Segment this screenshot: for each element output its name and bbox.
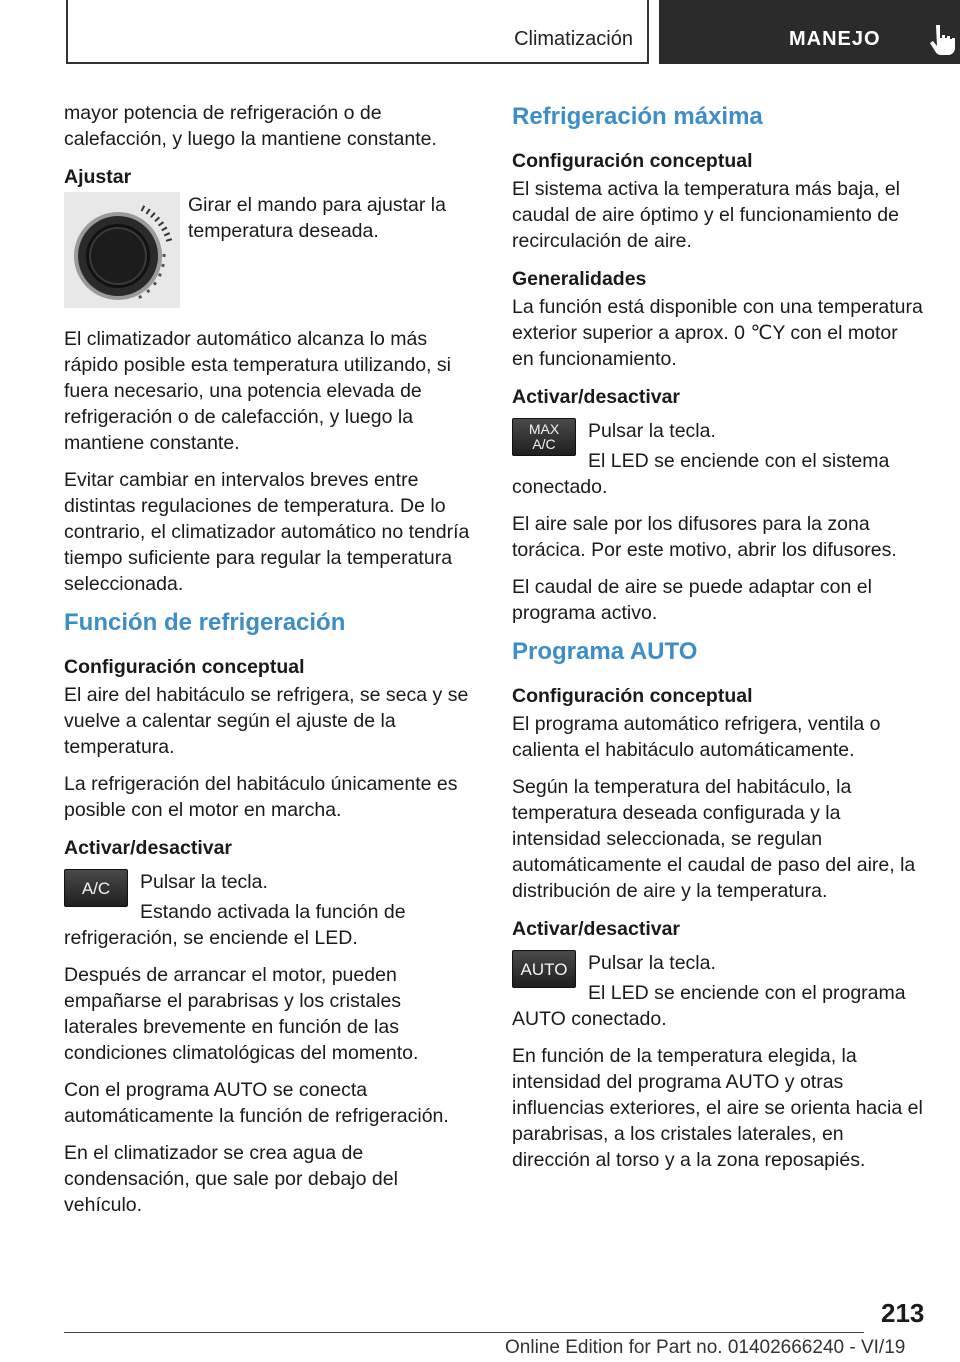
ajustar-heading: Ajustar	[64, 166, 132, 188]
press-key-text: Pulsar la tecla.	[140, 871, 268, 893]
auto-press-key-text: Pulsar la tecla.	[588, 952, 716, 974]
max-button-line-1: MAX	[528, 421, 560, 437]
cooling-section-title: Función de refrigeración	[64, 609, 346, 636]
left-column	[64, 100, 476, 1229]
auto-concept-heading: Configuración conceptual	[512, 685, 753, 707]
max-concept-text: El sistema activa la temperatura más baja, el caudal de aire óptimo y el funcionamiento de recirculación de aire.	[512, 178, 901, 252]
auto-led-text-content: El LED se enciende con el programa AUTO conectado.	[512, 982, 906, 1030]
ajustar-block	[64, 192, 476, 316]
pointing-hand-icon	[927, 22, 960, 56]
auto-activate-heading: Activar/desactivar	[512, 918, 681, 940]
concept-text-2: La refrigeración del habitáculo únicamente es posible con el motor en marcha.	[64, 773, 458, 821]
concept-heading: Configuración conceptual	[64, 656, 305, 678]
max-button-line-2: A/C	[532, 436, 556, 452]
chapter-tab-label: MANEJO	[789, 28, 881, 50]
general-heading: Generalidades	[512, 268, 647, 290]
right-column	[512, 100, 924, 1184]
paragraph-2: Evitar cambiar en intervalos breves entre distintas regulaciones de temperatura. De lo contrario, el climatizador automático no tendría tiempo suficiente para regular la temperatura seleccionada.	[64, 469, 470, 595]
activate-heading: Activar/desactivar	[64, 837, 233, 859]
rotary-knob-icon	[64, 192, 180, 308]
auto-button-block	[512, 950, 924, 1032]
chapter-tab[interactable]	[659, 0, 960, 64]
temperature-knob-image	[64, 192, 180, 308]
max-concept-heading: Configuración conceptual	[512, 150, 753, 172]
intro-paragraph: mayor potencia de refrigeración o de calefacción, y luego la mantiene constante.	[64, 102, 437, 150]
auto-concept-text-2: Según la temperatura del habitáculo, la temperatura deseada configurada y la intensidad seleccionada, se regulan automáticamente el caudal de paso del aire, la distribución de aire y la temperatura.	[512, 776, 916, 902]
paragraph-1: El climatizador automático alcanza lo más rápido posible esta temperatura utilizando, si fuera necesario, una potencia elevada de refrigeración o de calefacción, y luego la mantiene constante.	[64, 328, 451, 454]
concept-text-1: El aire del habitáculo se refrigera, se seca y se vuelve a calentar según el ajuste de la temperatura.	[64, 684, 469, 758]
max-ac-button-image	[512, 418, 576, 456]
max-paragraph-1: El aire sale por los difusores para la zona torácica. Por este motivo, abrir los difusores.	[512, 513, 897, 561]
general-text: La función está disponible con una temperatura exterior superior a aprox. 0 ℃Y con el motor en funcionamiento.	[512, 296, 923, 370]
ajustar-text: Girar el mando para ajustar la temperatura deseada.	[188, 194, 446, 242]
footer-edition: Online Edition for Part no. 01402666240 - VI/19	[505, 1337, 906, 1358]
max-paragraph-2: El caudal de aire se puede adaptar con el programa activo.	[512, 576, 872, 624]
section-label: Climatización	[514, 28, 633, 50]
footer-divider	[64, 1332, 864, 1333]
max-led-text-content: El LED se enciende con el sistema conectado.	[512, 450, 890, 498]
ac-button-image: A/C	[64, 869, 128, 907]
auto-program-title: Programa AUTO	[512, 638, 698, 665]
ac-button-block	[64, 869, 476, 951]
auto-button-image: AUTO	[512, 950, 576, 988]
paragraph-4: Con el programa AUTO se conecta automáticamente la función de refrigeración.	[64, 1079, 449, 1127]
page-number: 213	[881, 1298, 925, 1328]
max-cooling-title: Refrigeración máxima	[512, 103, 763, 130]
header-section-box	[66, 0, 649, 64]
paragraph-3: Después de arrancar el motor, pueden empañarse el parabrisas y los cristales laterales brevemente en función de las condiciones climatológicas del momento.	[64, 964, 419, 1064]
paragraph-5: En el climatizador se crea agua de condensación, que sale por debajo del vehículo.	[64, 1142, 398, 1216]
auto-concept-text-1: El programa automático refrigera, ventila o calienta el habitáculo automáticamente.	[512, 713, 881, 761]
ac-led-text-content: Estando activada la función de refrigeración, se enciende el LED.	[64, 901, 406, 949]
max-button-block	[512, 418, 924, 500]
auto-paragraph: En función de la temperatura elegida, la intensidad del programa AUTO y otras influencias exteriores, el aire se orienta hacia el parabrisas, a los cristales laterales, en dirección al torso y a la zona reposapiés.	[512, 1045, 923, 1171]
max-press-key-text: Pulsar la tecla.	[588, 420, 716, 442]
max-activate-heading: Activar/desactivar	[512, 386, 681, 408]
